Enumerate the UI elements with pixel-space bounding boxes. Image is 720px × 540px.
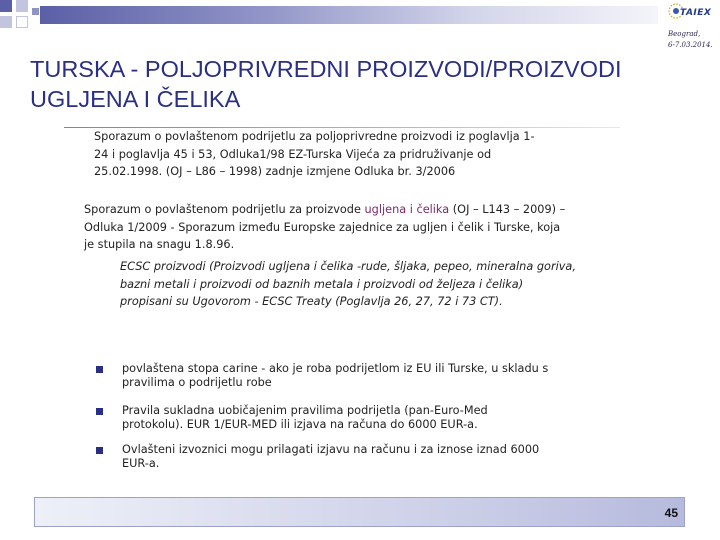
paragraph-line: 24 i poglavlja 45 i 53, Odluka1/98 EZ-Turska Vijeća za pridruživanje od bbox=[94, 147, 492, 161]
handwritten-place: Beograd, bbox=[668, 30, 701, 38]
list-item-line: EUR-a. bbox=[122, 457, 160, 470]
list-item-line: protokolu). EUR 1/EUR-MED ili izjava na računa do 6000 EUR-a. bbox=[122, 418, 478, 431]
paragraph-coal-steel bbox=[84, 201, 644, 254]
title-line: TURSKA - POLJOPRIVREDNI PROIZVODI/PROIZVODI bbox=[30, 56, 622, 82]
handwritten-date: 6-7.03.2014. bbox=[668, 41, 713, 49]
paragraph-line: 25.02.1998. (OJ – L86 – 1998) zadnje izmjene Odluka br. 3/2006 bbox=[94, 165, 456, 178]
paragraph-line: Odluka 1/2009 - Sporazum između Europske zajednice za ugljen i čelik i Turske, koja bbox=[84, 220, 561, 234]
text-run: Sporazum o povlaštenom podrijetlu za proizvode bbox=[84, 203, 365, 216]
list-item-text bbox=[122, 362, 622, 390]
corner-square bbox=[0, 16, 12, 28]
note-line: propisani su Ugovorom - ECSC Treaty (Poglavlja 26, 27, 72 i 73 CT). bbox=[120, 295, 503, 308]
corner-square bbox=[16, 0, 28, 12]
logo-text: TAIEX bbox=[680, 8, 712, 18]
page-title bbox=[30, 54, 700, 114]
header-gradient-bar bbox=[40, 6, 658, 24]
paragraph-line bbox=[84, 201, 644, 219]
paragraph-line: je stupila na snagu 1.8.96. bbox=[84, 238, 235, 251]
note-line: ECSC proizvodi (Proizvodi ugljena i čelika -rude, šljaka, pepeo, mineralna goriva, bbox=[120, 260, 576, 273]
corner-square bbox=[32, 8, 39, 15]
square-bullet-icon bbox=[96, 447, 103, 454]
list-item-line: povlaštena stopa carine - ako je roba podrijetlom iz EU ili Turske, u skladu s bbox=[122, 362, 549, 375]
list-item-text bbox=[122, 404, 622, 432]
note-line: bazni metali i proizvodi od baznih metala i proizvodi od željeza i čelika) bbox=[120, 277, 524, 291]
list-item-line: pravilima o podrijetlu robe bbox=[122, 376, 272, 389]
corner-square bbox=[0, 0, 12, 12]
ecsc-note bbox=[120, 258, 640, 311]
highlighted-term: ugljena i čelika bbox=[364, 203, 450, 216]
footer-bar bbox=[34, 497, 685, 527]
square-bullet-icon bbox=[96, 366, 103, 373]
list-item-line: Pravila sukladna uobičajenim pravilima podrijetla (pan-Euro-Med bbox=[122, 404, 488, 417]
title-line: UGLJENA I ČELIKA bbox=[30, 86, 241, 112]
page-number: 45 bbox=[664, 506, 678, 520]
corner-square bbox=[16, 16, 28, 28]
list-item-text bbox=[122, 443, 622, 471]
list-item-line: Ovlašteni izvoznici mogu prilagati izjavu na računu i za iznose iznad 6000 bbox=[122, 443, 540, 456]
paragraph-agricultural bbox=[94, 128, 634, 181]
paragraph-line: Sporazum o povlaštenom podrijetlu za poljoprivredne proizvodi iz poglavlja 1- bbox=[94, 130, 535, 143]
square-bullet-icon bbox=[96, 408, 103, 415]
text-run: (OJ – L143 – 2009) – bbox=[449, 203, 566, 216]
